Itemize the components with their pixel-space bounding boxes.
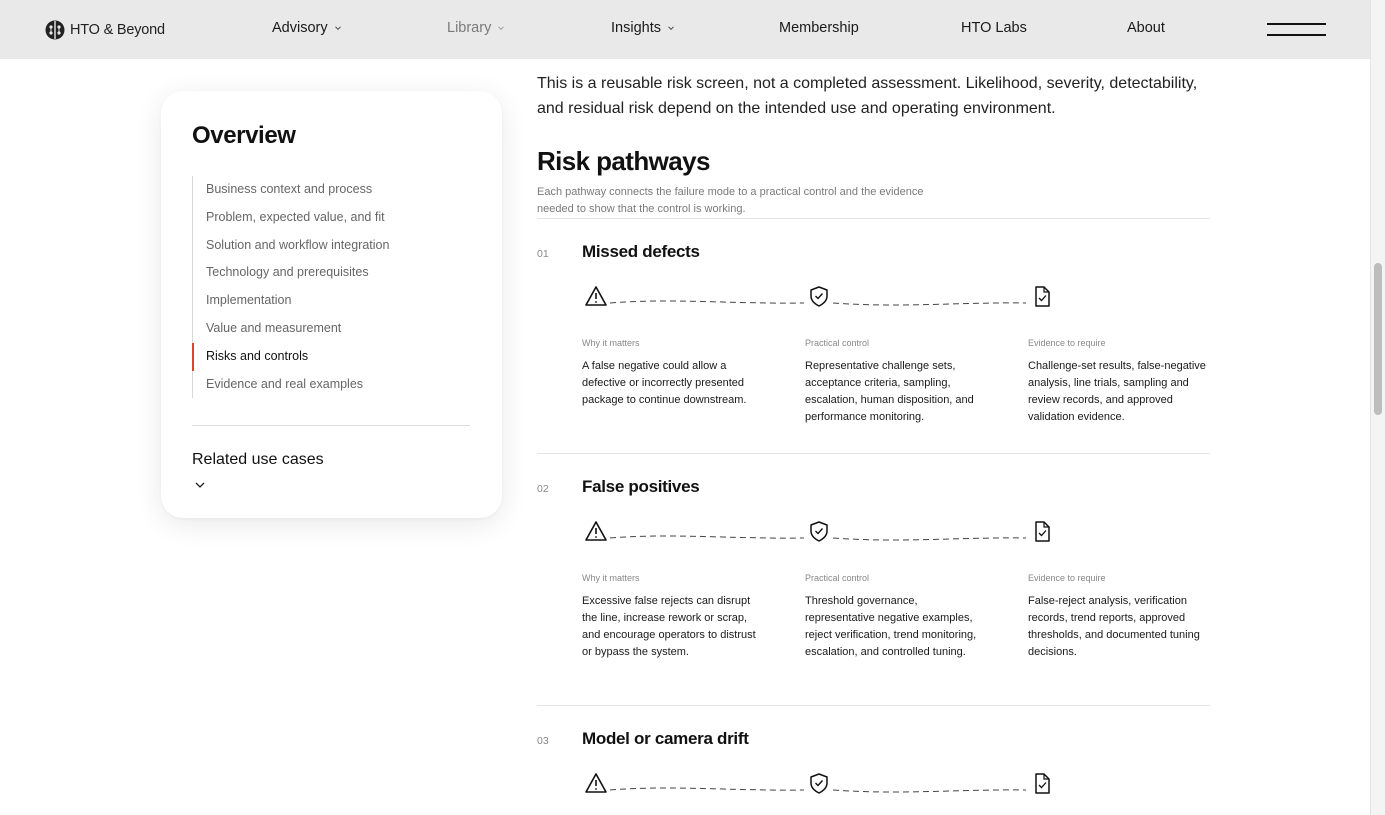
pathway-flow-graphic <box>582 282 1052 312</box>
toc-item-problem-value-fit[interactable]: Problem, expected value, and fit <box>206 209 385 224</box>
toc-item-business-context[interactable]: Business context and process <box>206 182 373 196</box>
toc-item-evidence-examples[interactable]: Evidence and real examples <box>206 376 364 391</box>
evidence-column <box>1028 573 1211 661</box>
chevron-down-icon <box>334 24 342 32</box>
nav-about-label: About <box>1127 20 1165 36</box>
divider <box>537 453 1210 454</box>
section-subtitle: Each pathway connects the failure mode to a practical control and the evidence needed to show that the control is working. <box>537 186 924 215</box>
nav-hto-labs-label: HTO Labs <box>961 20 1027 36</box>
related-use-cases-toggle[interactable]: Related use cases <box>192 451 324 468</box>
nav-advisory-label: Advisory <box>272 20 328 36</box>
brand-logo[interactable] <box>44 18 165 42</box>
nav-hto-labs[interactable] <box>961 20 1027 36</box>
column-text: False-reject analysis, verification records, trend reports, approved thresholds, and documented tuning decisions. <box>1028 595 1200 658</box>
document-check-icon <box>1036 522 1049 541</box>
column-text: Challenge-set results, false-negative analysis, line trials, sampling and review records, and approved validation evidence. <box>1028 360 1206 423</box>
overview-title: Overview <box>192 122 296 149</box>
shield-check-icon <box>811 774 827 793</box>
toc-item-value-measurement[interactable]: Value and measurement <box>206 320 342 335</box>
card-divider <box>192 425 470 426</box>
chevron-down-icon <box>497 24 505 32</box>
chevron-down-icon[interactable] <box>194 480 206 490</box>
menu-line-top <box>1267 23 1326 25</box>
column-text: Representative challenge sets, acceptance criteria, sampling, escalation, human disposition, and performance monitoring. <box>805 360 974 423</box>
nav-library-label: Library <box>447 20 492 36</box>
brain-logo-icon <box>44 19 66 41</box>
brand-name: HTO & Beyond <box>70 22 165 38</box>
intro-paragraph: This is a reusable risk screen, not a completed assessment. Likelihood, severity, detectability, and residual risk depend on the intended use and operating environment. <box>537 75 1198 117</box>
table-of-contents <box>192 176 470 398</box>
why-it-matters-column <box>582 573 765 661</box>
nav-membership-label: Membership <box>779 20 859 36</box>
pathway-number: 02 <box>537 483 549 495</box>
column-label: Evidence to require <box>1028 338 1106 348</box>
toc-item-implementation[interactable]: Implementation <box>206 293 292 308</box>
site-header <box>0 0 1370 59</box>
practical-control-column <box>805 338 988 426</box>
nav-about[interactable] <box>1127 20 1165 36</box>
column-label: Practical control <box>805 338 870 348</box>
column-text: Threshold governance, representative negative examples, reject verification, trend monitoring, escalation, and controlled tuning. <box>805 595 977 658</box>
warning-icon <box>586 287 606 305</box>
column-text: A false negative could allow a defective or incorrectly presented package to continue downstream. <box>582 360 747 406</box>
divider <box>537 218 1210 219</box>
evidence-column <box>1028 338 1211 426</box>
nav-library[interactable] <box>447 20 505 36</box>
shield-check-icon <box>811 522 827 541</box>
toc-item-solution-workflow[interactable]: Solution and workflow integration <box>206 237 390 252</box>
pathway-title: Missed defects <box>582 242 700 261</box>
pathway-number: 01 <box>537 248 549 260</box>
scrollbar-thumb[interactable] <box>1374 263 1382 415</box>
chevron-down-icon <box>667 24 675 32</box>
nav-insights-label: Insights <box>611 20 661 36</box>
column-label: Why it matters <box>582 338 640 348</box>
hamburger-icon[interactable] <box>1267 22 1326 36</box>
document-check-icon <box>1036 774 1049 793</box>
pathway-title: False positives <box>582 477 700 496</box>
divider <box>537 705 1210 706</box>
nav-insights[interactable] <box>611 20 675 36</box>
column-label: Evidence to require <box>1028 573 1106 583</box>
menu-line-bottom <box>1267 34 1326 36</box>
document-check-icon <box>1036 287 1049 306</box>
toc-item-technology[interactable]: Technology and prerequisites <box>206 265 369 280</box>
warning-icon <box>586 774 606 792</box>
column-label: Why it matters <box>582 573 640 583</box>
pathway-title: Model or camera drift <box>582 729 749 748</box>
practical-control-column <box>805 573 988 661</box>
warning-icon <box>586 522 606 540</box>
toc-item-risks-controls[interactable]: Risks and controls <box>193 343 470 371</box>
pathway-number: 03 <box>537 735 549 747</box>
column-text: Excessive false rejects can disrupt the line, increase rework or scrap, and encourage operators to distrust or bypass the system. <box>582 595 756 658</box>
overview-card <box>161 91 502 518</box>
nav-membership[interactable] <box>779 20 859 36</box>
why-it-matters-column <box>582 338 765 409</box>
pathway-flow-graphic <box>582 517 1052 547</box>
section-title: Risk pathways <box>537 146 710 176</box>
column-label: Practical control <box>805 573 870 583</box>
shield-check-icon <box>811 287 827 306</box>
pathway-flow-graphic <box>582 769 1052 799</box>
nav-advisory[interactable] <box>272 20 342 36</box>
